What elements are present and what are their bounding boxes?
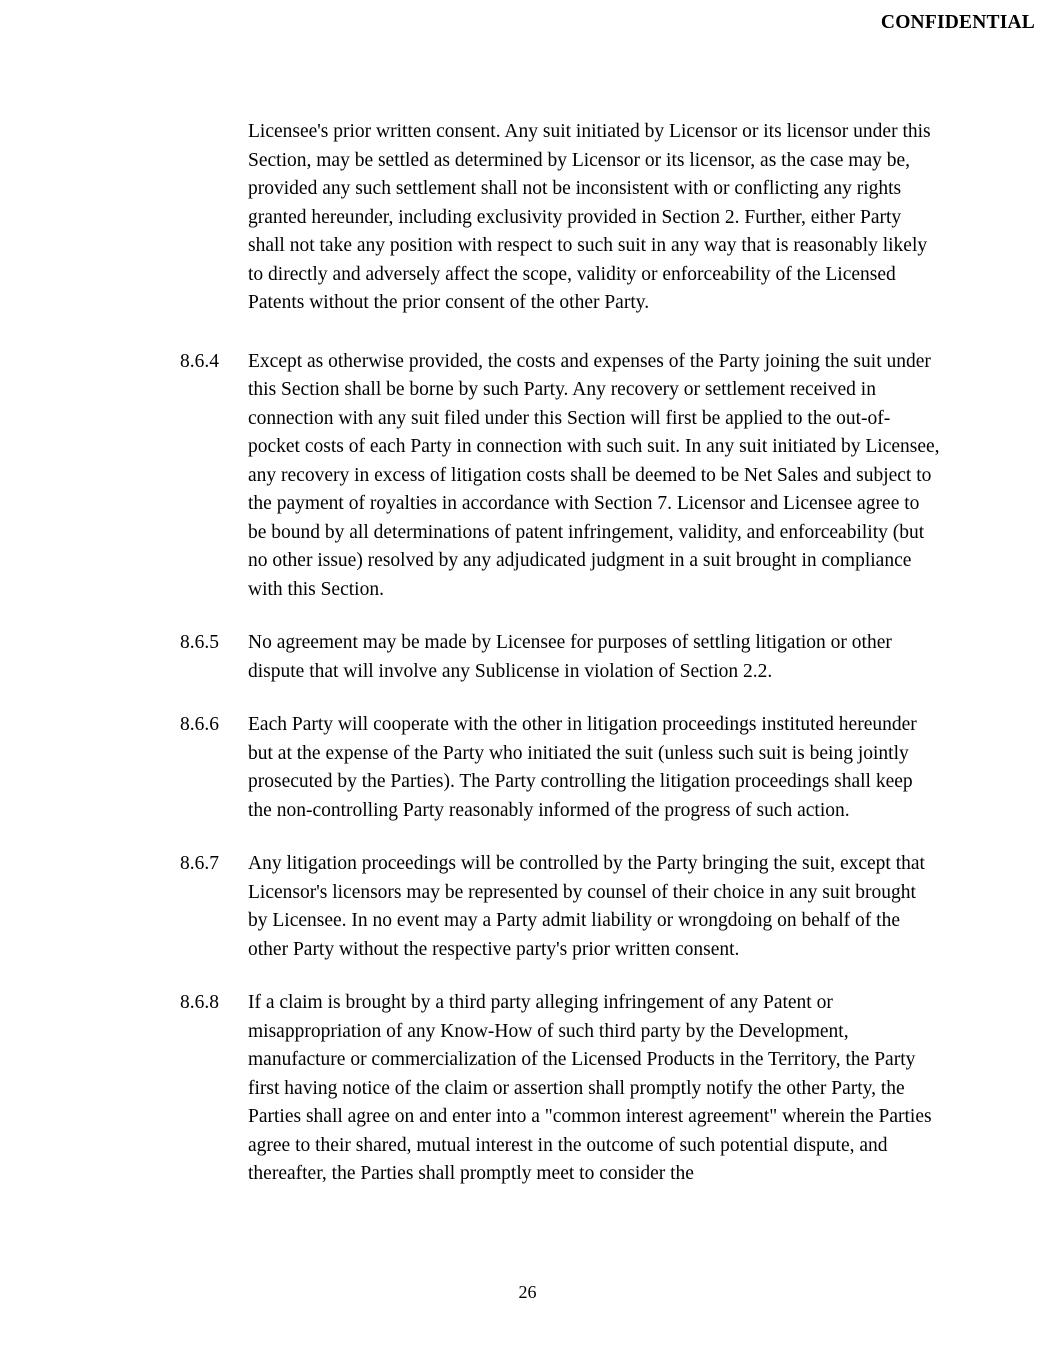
paragraph-number: 8.6.4: [180, 350, 219, 372]
paragraph-text: Each Party will cooperate with the other in litigation proceedings instituted hereunder but at the expense of the Party who initiated the suit (unless such suit is being jointly prosecuted by the Parties). The Party controlling the litigation proceedings shall keep the non-controlling Party reasonably informed of the progress of such action.: [248, 714, 917, 821]
paragraph-text: No agreement may be made by Licensee for purposes of settling litigation or other dispute that will involve any Sublicense in violation of Section 2.2.: [248, 632, 892, 682]
paragraph-number: 8.6.7: [180, 853, 219, 874]
paragraph-number: 8.6.5: [180, 632, 219, 653]
paragraph-text: Except as otherwise provided, the costs and expenses of the Party joining the suit under this Section shall be borne by such Party. Any recovery or settlement received in connection with any suit filed under this Section will first be applied to the out-of-pocket costs of each Party in connection with such suit. In any suit initiated by Licensee, any recovery in excess of litigation costs shall be deemed to be Net Sales and subject to the payment of royalties in accordance with Section 7. Licensor and Licensee agree to be bound by all determinations of patent infringement, validity, and enforceability (but no other issue) resolved by any adjudicated judgment in a suit brought in compliance with this Section.: [248, 350, 940, 600]
paragraph-continuation: [180, 118, 940, 318]
document-body: [180, 118, 940, 1214]
paragraph-8-6-4: [180, 348, 940, 605]
paragraph-number: 8.6.6: [180, 714, 219, 735]
paragraph-8-6-7: [180, 850, 940, 964]
page-number-footer: 26: [518, 1282, 537, 1302]
paragraph-number: 8.6.8: [180, 992, 219, 1013]
paragraph-text: If a claim is brought by a third party alleging infringement of any Patent or misappropriation of any Know-How of such third party by the Development, manufacture or commercialization of the Licensed Products in the Territory, the Party first having notice of the claim or assertion shall promptly notify the other Party, the Parties shall agree on and enter into a "common interest agreement" wherein the Parties agree to their shared, mutual interest in the outcome of such potential dispute, and thereafter, the Parties shall promptly meet to consider the: [248, 992, 932, 1184]
paragraph-8-6-8: [180, 989, 940, 1189]
paragraph-8-6-6: [180, 711, 940, 825]
paragraph-8-6-5: [180, 629, 940, 686]
paragraph-text: Any litigation proceedings will be controlled by the Party bringing the suit, except that Licensor's licensors may be represented by counsel of their choice in any suit brought by Licensee. In no event may a Party admit liability or wrongdoing on behalf of the other Party without the respective party's prior written consent.: [248, 853, 925, 960]
confidential-header: CONFIDENTIAL: [880, 12, 1035, 33]
paragraph-text: Licensee's prior written consent. Any suit initiated by Licensor or its licensor under this Section, may be settled as determined by Licensor or its licensor, as the case may be, provided any such settlement shall not be inconsistent with or conflicting any rights granted hereunder, including exclusivity provided in Section 2. Further, either Party shall not take any position with respect to such suit in any way that is reasonably likely to directly and adversely affect the scope, validity or enforceability of the Licensed Patents without the prior consent of the other Party.: [248, 121, 931, 313]
